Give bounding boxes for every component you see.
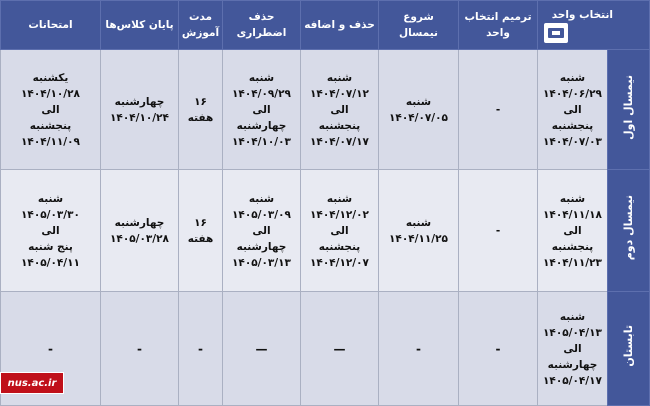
watermark-text: nus.ac.ir <box>7 377 57 389</box>
cell-classes-end: - <box>101 292 179 406</box>
header-semester-start: شروع نیمسال <box>379 1 459 50</box>
header-classes-end: پایان کلاس‌ها <box>101 1 179 50</box>
cell-study-duration: - <box>179 292 223 406</box>
cell-add-drop: شنبه ۱۴۰۴/۰۷/۱۲ الی پنجشنبه ۱۴۰۴/۰۷/۱۷ <box>301 50 379 170</box>
cell-semester-start: - <box>379 292 459 406</box>
cell-study-duration: ۱۶ هفته <box>179 50 223 170</box>
table-row <box>1 292 650 406</box>
cell-exams: شنبه ۱۴۰۵/۰۳/۳۰ الی پنج شنبه ۱۴۰۵/۰۴/۱۱ <box>1 170 101 292</box>
header-unit-selection-label: انتخاب واحد <box>551 9 613 21</box>
cell-exams: یکشنبه ۱۴۰۴/۱۰/۲۸ الی پنجشنبه ۱۴۰۴/۱۱/۰۹ <box>1 50 101 170</box>
cell-unit-selection: شنبه ۱۴۰۴/۱۱/۱۸ الی پنجشنبه ۱۴۰۴/۱۱/۲۳ <box>538 170 608 292</box>
cell-add-drop: شنبه ۱۴۰۴/۱۲/۰۲ الی پنجشنبه ۱۴۰۴/۱۲/۰۷ <box>301 170 379 292</box>
row-label: نیمسال اول <box>608 50 650 170</box>
header-study-duration: مدت آموزش <box>179 1 223 50</box>
row-label: تابستان <box>608 292 650 406</box>
cell-add-drop-repair: - <box>459 50 538 170</box>
cell-add-drop-repair: - <box>459 292 538 406</box>
cell-exams: - <box>1 292 101 406</box>
cell-add-drop-repair: - <box>459 170 538 292</box>
cell-study-duration: ۱۶ هفته <box>179 170 223 292</box>
cell-emergency-drop: شنبه ۱۴۰۴/۰۹/۲۹ الی چهارشنبه ۱۴۰۴/۱۰/۰۳ <box>223 50 301 170</box>
cell-unit-selection: شنبه ۱۴۰۴/۰۶/۲۹ الی پنجشنبه ۱۴۰۴/۰۷/۰۳ <box>538 50 608 170</box>
header-exams: امتحانات <box>1 1 101 50</box>
cell-classes-end: چهارشنبه ۱۴۰۵/۰۳/۲۸ <box>101 170 179 292</box>
cell-emergency-drop: — <box>223 292 301 406</box>
header-unit-selection <box>538 1 650 50</box>
cell-classes-end: چهارشنبه ۱۴۰۴/۱۰/۲۴ <box>101 50 179 170</box>
cell-add-drop: — <box>301 292 379 406</box>
cell-semester-start: شنبه ۱۴۰۴/۱۱/۲۵ <box>379 170 459 292</box>
table-row <box>1 50 650 170</box>
table-row <box>1 170 650 292</box>
header-add-drop-repair: ترمیم انتخاب واحد <box>459 1 538 50</box>
university-logo-icon <box>544 23 568 43</box>
header-emergency-drop: حذف اضطراری <box>223 1 301 50</box>
header-add-drop: حذف و اضافه <box>301 1 379 50</box>
row-label: نیمسال دوم <box>608 170 650 292</box>
site-watermark <box>0 372 64 394</box>
cell-emergency-drop: شنبه ۱۴۰۵/۰۳/۰۹ الی چهارشنبه ۱۴۰۵/۰۳/۱۳ <box>223 170 301 292</box>
cell-unit-selection: شنبه ۱۴۰۵/۰۴/۱۳ الی چهارشنبه ۱۴۰۵/۰۴/۱۷ <box>538 292 608 406</box>
cell-semester-start: شنبه ۱۴۰۴/۰۷/۰۵ <box>379 50 459 170</box>
